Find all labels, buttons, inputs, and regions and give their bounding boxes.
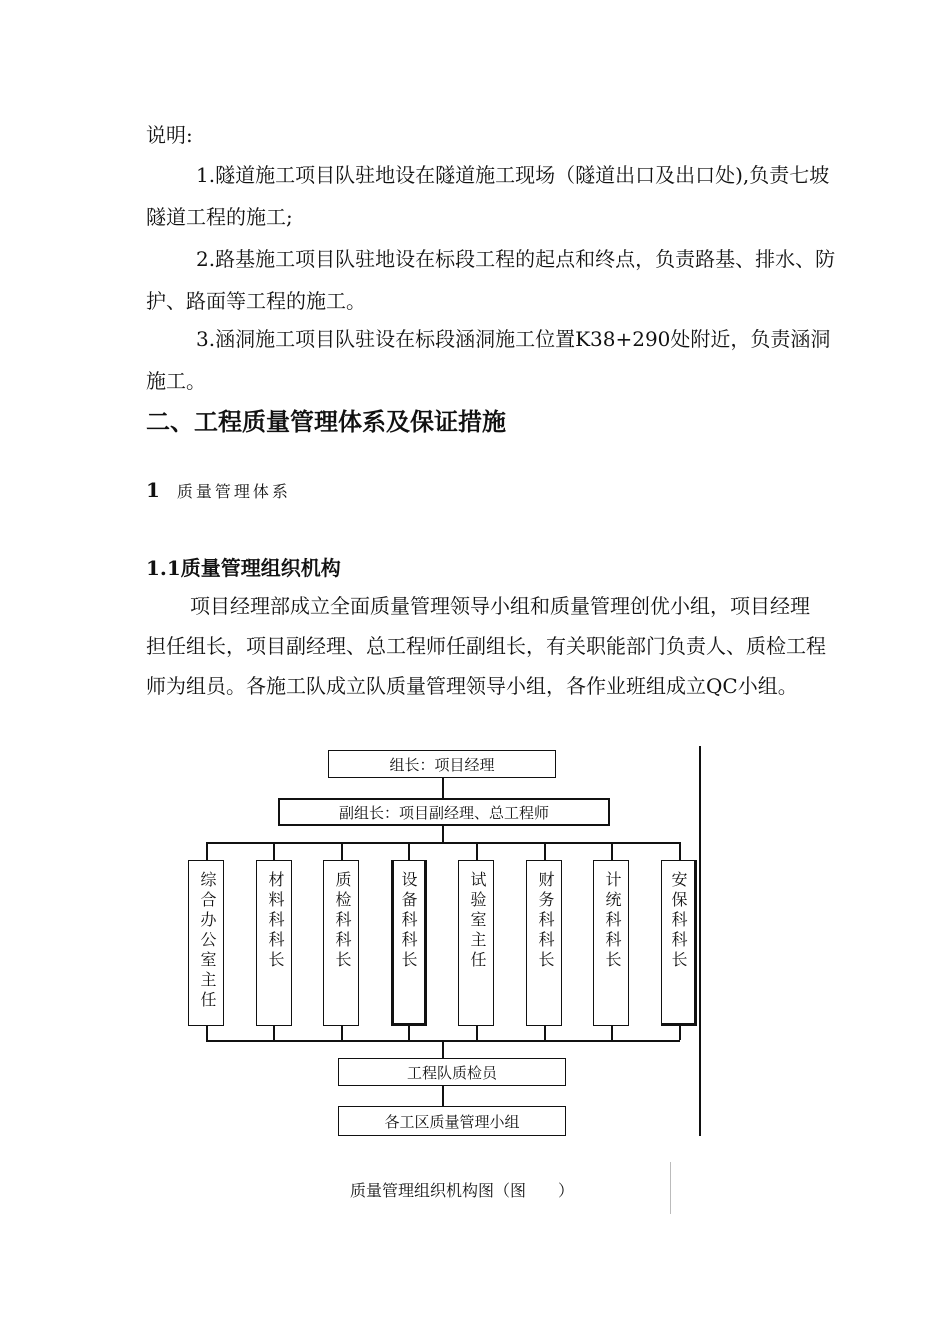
section-title: 二、工程质量管理体系及保证措施 <box>146 408 506 436</box>
body-paragraph: 项目经理部成立全面质量管理领导小组和质量管理创优小组，项目经理担任组长，项目副经理、总工程师任副组长，有关职能部门负责人、质检工程师为组员。各施工队成立队质量管理领导小组，各作业班组成立QC小组。 <box>146 594 826 698</box>
subsection-title: 质量管理体系 <box>176 482 291 501</box>
dept-box-1: 材料科科长 <box>256 860 292 1026</box>
subsubsection-title: 质量管理组织机构 <box>180 556 341 580</box>
team-inspector-box: 工程队质检员 <box>338 1058 566 1086</box>
note-item-2: 2.路基施工项目队驻地设在标段工程的起点和终点，负责路基、排水、防护、路面等工程的施工。 <box>146 247 836 313</box>
subsubsection-heading <box>146 552 341 581</box>
subsection-number: 1 <box>146 478 160 502</box>
dept-box-2: 质检科科长 <box>323 860 359 1026</box>
subsection-heading <box>146 478 291 502</box>
connector <box>442 778 444 798</box>
dept-box-0: 综合办公室主任 <box>188 860 224 1026</box>
dept-box-5: 财务科科长 <box>526 860 562 1026</box>
margin-rule <box>670 1162 671 1214</box>
connector <box>442 1086 444 1106</box>
deputy-box: 副组长：项目副经理、总工程师 <box>278 798 610 826</box>
note-item-3: 3.涵洞施工项目队驻设在标段涵洞施工位置K38+290处附近，负责涵洞施工。 <box>146 327 831 393</box>
subsubsection-number: 1.1 <box>146 556 181 580</box>
dept-box-6: 计统科科长 <box>593 860 629 1026</box>
note-item-1: 1.隧道施工项目队驻地设在隧道施工现场（隧道出口及出口处),负责七坡隧道工程的施工; <box>146 163 830 229</box>
note-label: 说明: <box>146 123 193 147</box>
leader-box: 组长：项目经理 <box>328 750 556 778</box>
chart-right-rule <box>699 746 701 1136</box>
connector <box>442 1040 444 1058</box>
figure-caption: 质量管理组织机构图（图 ） <box>350 1181 575 1200</box>
area-group-box: 各工区质量管理小组 <box>338 1106 566 1136</box>
dept-box-7: 安保科科长 <box>661 860 697 1026</box>
connector <box>442 826 444 842</box>
dept-box-4: 试验室主任 <box>458 860 494 1026</box>
top-branch-line <box>206 842 680 844</box>
dept-box-3: 设备科科长 <box>391 860 427 1026</box>
